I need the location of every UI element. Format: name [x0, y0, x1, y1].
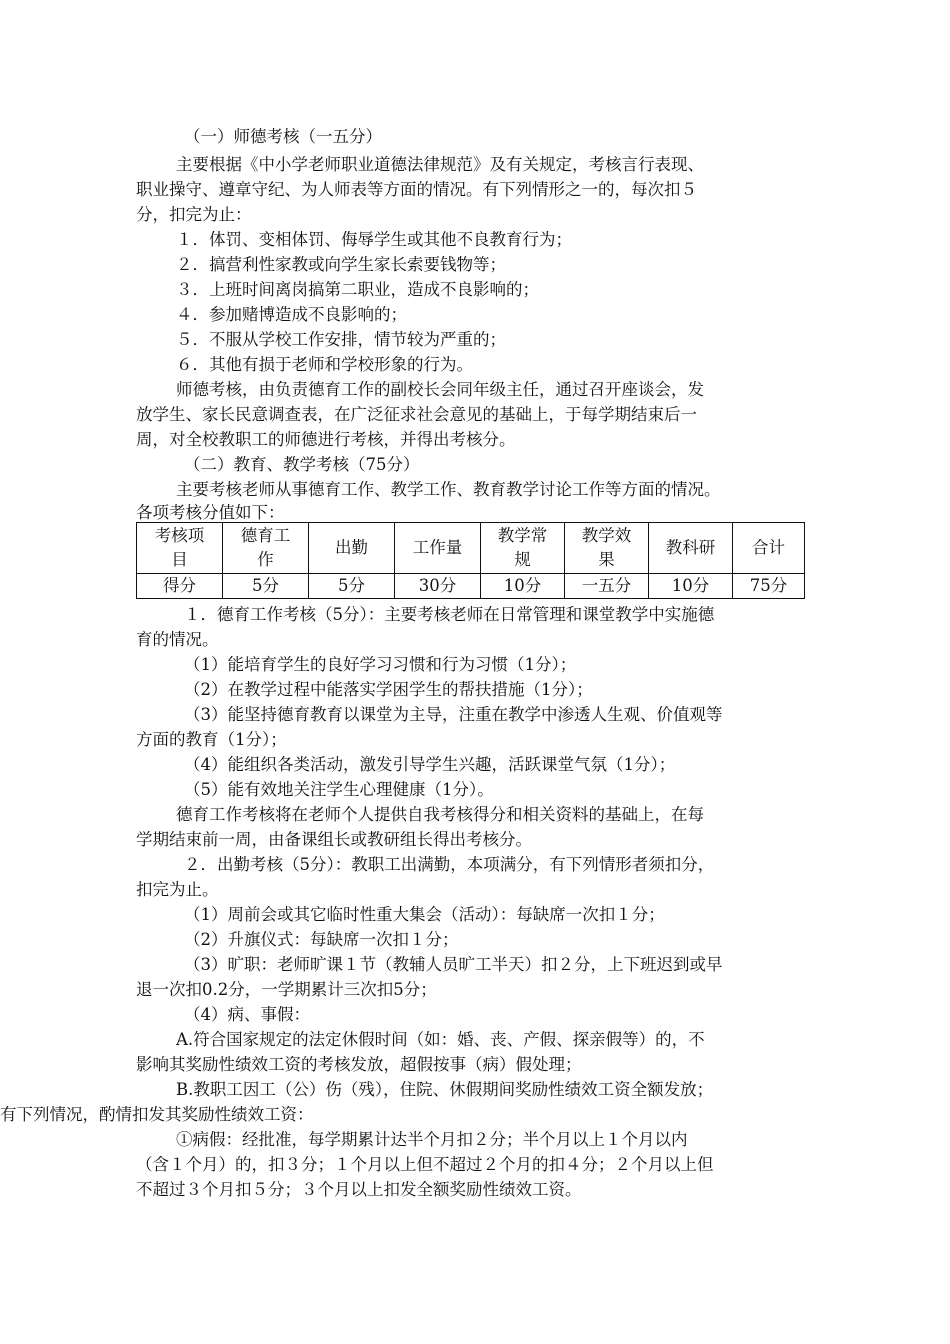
section1-method-line1: 师德考核，由负责德育工作的副校长会同年级主任，通过召开座谈会，发: [176, 380, 704, 399]
attendance-item-1: （1）周前会或其它临时性重大集会（活动）：每缺席一次扣１分；: [184, 905, 665, 924]
moral-title-line1: １．德育工作考核（5分）：主要考核老师在日常管理和课堂教学中实施德: [184, 605, 715, 624]
attendance-a-line1: A.符合国家规定的法定休假时间（如：婚、丧、产假、探亲假等）的，不: [176, 1030, 705, 1049]
section1-method-line2: 放学生、家长民意调查表，在广泛征求社会意见的基础上，于每学期结束后一: [136, 405, 697, 424]
moral-item-3-line2: 方面的教育（1分）；: [136, 730, 287, 749]
table-cell: 30分: [395, 574, 481, 599]
attendance-item-4: （4）病、事假：: [184, 1005, 310, 1024]
table-header-cell: 教学常规: [481, 523, 565, 574]
moral-item-4: （4）能组织各类活动，激发引导学生兴趣，活跃课堂气氛（1分）；: [184, 755, 676, 774]
moral-item-1: （1）能培育学生的良好学习习惯和行为习惯（1分）；: [184, 655, 577, 674]
table-row: [137, 574, 805, 599]
table-header-cell: 工作量: [395, 523, 481, 574]
table-cell: 得分: [137, 574, 223, 599]
section1-heading: （一）师德考核（一五分）: [184, 127, 382, 146]
section1-intro-line3: 分，扣完为止：: [136, 205, 252, 224]
section1-intro-line2: 职业操守、遵章守纪、为人师表等方面的情况。有下列情形之一的，每次扣５: [136, 180, 697, 199]
table-cell: 一五分: [565, 574, 649, 599]
table-cell: 10分: [481, 574, 565, 599]
table-cell: 5分: [309, 574, 395, 599]
table-cell: 5分: [223, 574, 309, 599]
section1-item-5: ５．不服从学校工作安排，情节较为严重的；: [176, 330, 506, 349]
attendance-c-line2: （含１个月）的，扣３分；１个月以上但不超过２个月的扣４分；２个月以上但: [136, 1155, 714, 1174]
attendance-b-line2: 有下列情况，酌情扣发其奖励性绩效工资：: [0, 1105, 314, 1124]
table-cell: 75分: [733, 574, 805, 599]
moral-note-line2: 学期结束前一周，由备课组长或教研组长得出考核分。: [136, 830, 532, 849]
attendance-item-2: （2）升旗仪式：每缺席一次扣１分；: [184, 930, 459, 949]
attendance-a-line2: 影响其奖励性绩效工资的考核发放，超假按事（病）假处理；: [136, 1055, 582, 1074]
table-cell: 10分: [649, 574, 733, 599]
section1-item-6: ６．其他有损于老师和学校形象的行为。: [176, 355, 473, 374]
table-header-cell: 教科研: [649, 523, 733, 574]
table-header-cell: 考核项目: [137, 523, 223, 574]
section1-intro-line1: 主要根据《中小学老师职业道德法律规范》及有关规定，考核言行表现、: [176, 155, 704, 174]
table-header-cell: 合计: [733, 523, 805, 574]
table-header-cell: 德育工作: [223, 523, 309, 574]
score-table: [136, 522, 805, 599]
section2-intro-line2: 各项考核分值如下：: [136, 503, 285, 522]
section1-item-1: １．体罚、变相体罚、侮辱学生或其他不良教育行为；: [176, 230, 572, 249]
attendance-c-line1: ①病假：经批准，每学期累计达半个月扣２分；半个月以上１个月以内: [176, 1130, 688, 1149]
attendance-item-3-line1: （3）旷职：老师旷课１节（教辅人员旷工半天）扣２分，上下班迟到或早: [184, 955, 723, 974]
section1-item-3: ３．上班时间离岗搞第二职业，造成不良影响的；: [176, 280, 539, 299]
moral-item-5: （5）能有效地关注学生心理健康（1分）。: [184, 780, 494, 799]
moral-item-3-line1: （3）能坚持德育教育以课堂为主导，注重在教学中渗透人生观、价值观等: [184, 705, 723, 724]
table-header-row: [137, 523, 805, 574]
table-header-cell: 出勤: [309, 523, 395, 574]
moral-note-line1: 德育工作考核将在老师个人提供自我考核得分和相关资料的基础上，在每: [176, 805, 704, 824]
section1-item-2: ２．搞营利性家教或向学生家长索要钱物等；: [176, 255, 506, 274]
attendance-c-line3: 不超过３个月扣５分；３个月以上扣发全额奖励性绩效工资。: [136, 1180, 582, 1199]
section1-item-4: ４．参加赌博造成不良影响的；: [176, 305, 407, 324]
attendance-title-line2: 扣完为止。: [136, 880, 219, 899]
attendance-title-line1: ２．出勤考核（5分）：教职工出满勤，本项满分，有下列情形者须扣分，: [184, 855, 715, 874]
section2-intro-line1: 主要考核老师从事德育工作、教学工作、教育教学讨论工作等方面的情况。: [176, 480, 721, 499]
section1-method-line3: 周，对全校教职工的师德进行考核，并得出考核分。: [136, 430, 516, 449]
attendance-item-3-line2: 退一次扣0.2分，一学期累计三次扣5分；: [136, 980, 437, 999]
table-header-cell: 教学效果: [565, 523, 649, 574]
attendance-b-line1: B.教职工因工（公）伤（残），住院、休假期间奖励性绩效工资全额发放；: [176, 1080, 714, 1099]
moral-item-2: （2）在教学过程中能落实学困学生的帮扶措施（1分）；: [184, 680, 593, 699]
moral-title-line2: 育的情况。: [136, 630, 219, 649]
section2-heading: （二）教育、教学考核（75分）: [184, 455, 420, 474]
